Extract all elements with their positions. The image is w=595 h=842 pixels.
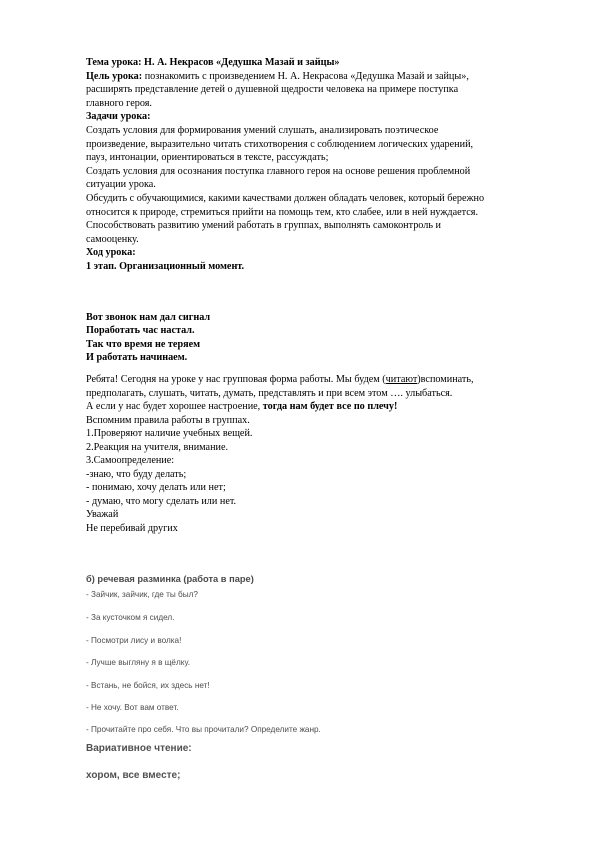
tasks-line: ситуации урока. bbox=[86, 179, 156, 191]
rules-line: - думаю, что могу сделать или нет. bbox=[86, 495, 237, 507]
goal-line-3: главного героя. bbox=[86, 97, 152, 109]
mood-emphasis: тогда нам будет все по плечу! bbox=[262, 401, 398, 412]
poem-line: И работать начинаем. bbox=[86, 352, 188, 364]
tasks-line: Создать условия для осознания поступка главного героя на основе решения проблемной bbox=[86, 165, 471, 177]
dialogue-line: - Лучше выгляну я в щёлку. bbox=[86, 658, 190, 667]
topic-label: Тема урока: bbox=[86, 57, 142, 68]
chorus-reading-line: хором, все вместе; bbox=[86, 770, 181, 781]
lesson-body bbox=[86, 373, 556, 535]
stage-heading: 1 этап. Организационный момент. bbox=[86, 260, 245, 272]
poem-line: Поработать час настал. bbox=[86, 325, 195, 337]
goal-text: познакомить с произведением Н. А. Некрасова «Дедушка Мазай и зайцы», bbox=[144, 70, 469, 82]
course-label: Ход урока: bbox=[86, 247, 136, 259]
dialogue-line: - Прочитайте про себя. Что вы прочитали? Определите жанр. bbox=[86, 725, 321, 734]
poem-line: Вот звонок нам дал сигнал bbox=[86, 312, 211, 323]
dialogue-line: - За кусточком я сидел. bbox=[86, 613, 175, 622]
greeting-poem bbox=[86, 311, 556, 365]
dialogue-line: - Посмотри лису и волка! bbox=[86, 636, 182, 645]
poem-line: Так что время не теряем bbox=[86, 338, 201, 350]
tasks-line: Создать условия для формирования умений слушать, анализировать поэтическое bbox=[86, 124, 439, 136]
dialogue-line: - Не хочу. Вот вам ответ. bbox=[86, 703, 179, 712]
rules-line: Уважай bbox=[86, 509, 119, 520]
goal-label: Цель урока: bbox=[86, 70, 143, 82]
body-line-3 bbox=[86, 400, 556, 414]
tasks-line: Обсудить с обучающимися, какими качествами должен обладать человек, который бережно bbox=[86, 192, 485, 204]
rules-line: 2.Реакция на учителя, внимание. bbox=[86, 441, 229, 453]
speech-warmup-title: б) речевая разминка (работа в паре) bbox=[86, 574, 254, 584]
tasks-line: Способствовать развитию умений работать в группах, выполнять самоконтроль и bbox=[86, 220, 441, 232]
dialogue-line: - Встань, не бойся, их здесь нет! bbox=[86, 681, 210, 690]
rules-line: Не перебивай других bbox=[86, 522, 178, 534]
rules-line: 1.Проверяют наличие учебных вещей. bbox=[86, 428, 253, 439]
tasks-line: произведение, выразительно читать стихотворения с соблюдением логических ударений, bbox=[86, 138, 474, 150]
goal-line bbox=[86, 70, 556, 84]
body-text: )вспоминать, bbox=[417, 374, 474, 385]
tasks-line: пауз, интонации, ориентироваться в тексте, рассуждать; bbox=[86, 152, 329, 164]
topic-line bbox=[86, 56, 556, 70]
lesson-intro bbox=[86, 56, 556, 274]
rules-line: Вспомним правила работы в группах. bbox=[86, 414, 250, 426]
rules-line: -знаю, что буду делать; bbox=[86, 468, 187, 480]
rules-line: 3.Самоопределение: bbox=[86, 455, 175, 466]
tasks-line: относится к природе, стремиться прийти на помощь тем, кто слабее, или в ней нуждается. bbox=[86, 206, 478, 218]
dialogue-line: - Зайчик, зайчик, где ты был? bbox=[86, 590, 198, 599]
tasks-label: Задачи урока: bbox=[86, 111, 151, 123]
topic-text: Н. А. Некрасов «Дедушка Мазай и зайцы» bbox=[144, 57, 340, 68]
tasks-line: самооценку. bbox=[86, 233, 139, 245]
body-line-2: предполагать, слушать, читать, думать, представлять и при всем этом …. улыбаться. bbox=[86, 387, 453, 399]
underlined-word: читают bbox=[385, 374, 418, 385]
body-text: А если у нас будет хорошее настроение, bbox=[86, 401, 263, 412]
goal-line-2: расширять представление детей о душевной щедрости человека на примере поступка bbox=[86, 84, 459, 96]
rules-line: - понимаю, хочу делать или нет; bbox=[86, 482, 226, 493]
variative-reading-title: Вариативное чтение: bbox=[86, 743, 192, 754]
body-line-1 bbox=[86, 373, 556, 387]
body-text: Ребята! Сегодня на уроке у нас групповая форма работы. Мы будем ( bbox=[86, 374, 386, 385]
